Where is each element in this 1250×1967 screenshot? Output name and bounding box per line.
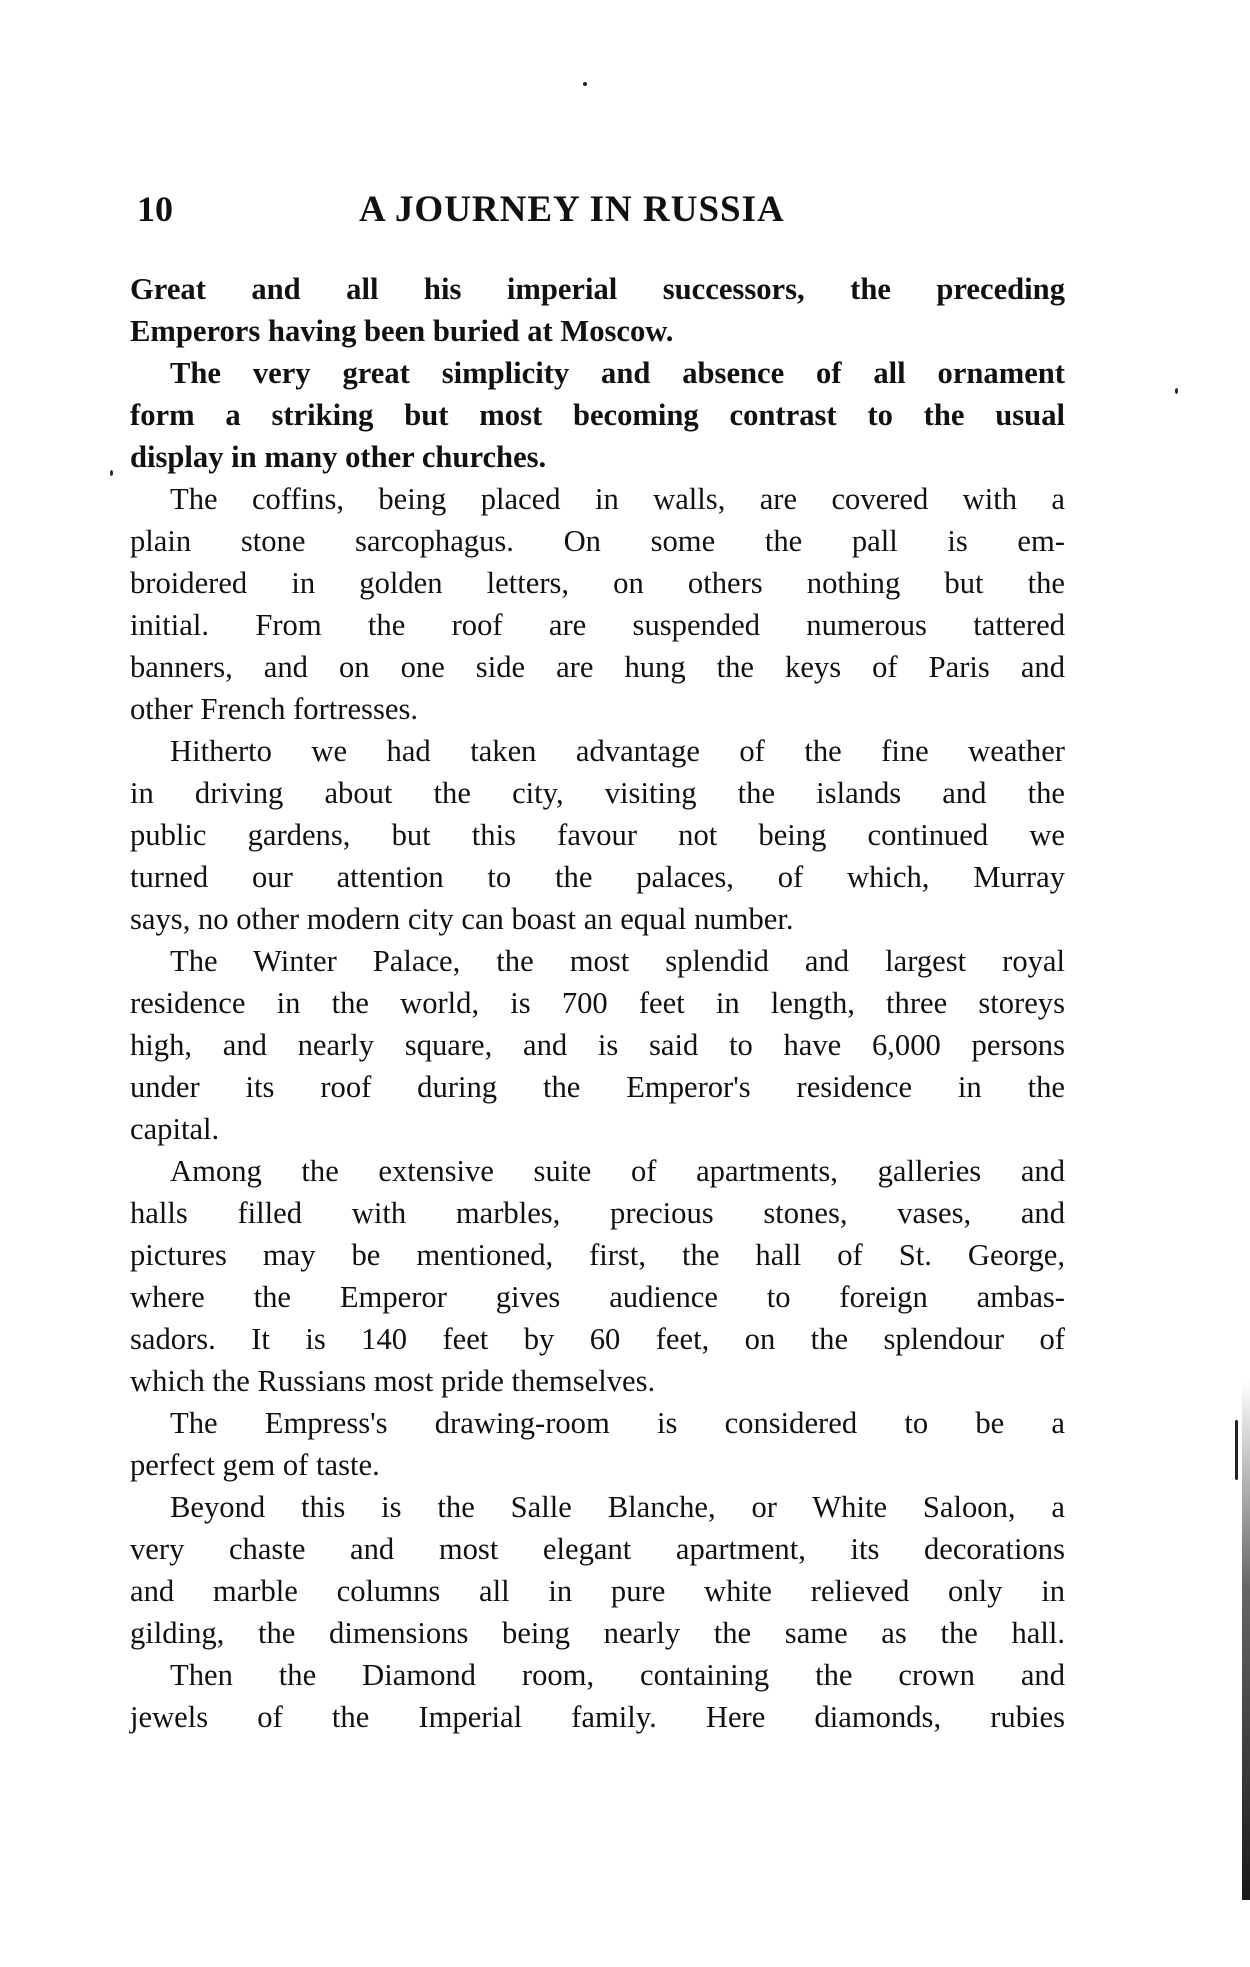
paragraph	[130, 1150, 1065, 1402]
text-line: public gardens, but this favour not being continued we	[130, 818, 1065, 852]
page-edge-shadow	[1242, 1380, 1250, 1900]
text-line: which the Russians most pride themselves.	[130, 1364, 656, 1398]
text-line: perfect gem of taste.	[130, 1448, 380, 1482]
page-header	[137, 188, 1067, 238]
text-line: pictures may be mentioned, first, the hall of St. George,	[130, 1238, 1065, 1272]
text-line: capital.	[130, 1112, 220, 1146]
text-line: gilding, the dimensions being nearly the same as the hall.	[130, 1616, 1065, 1650]
text-line: Emperors having been buried at Moscow.	[130, 314, 674, 348]
text-line: says, no other modern city can boast an equal number.	[130, 902, 794, 936]
text-line: banners, and on one side are hung the keys of Paris and	[130, 650, 1065, 684]
text-line: The very great simplicity and absence of all ornament	[170, 356, 1065, 390]
text-line: form a striking but most becoming contrast to the usual	[130, 398, 1065, 432]
paragraph	[130, 940, 1065, 1150]
paragraph	[130, 1486, 1065, 1654]
text-line: Hitherto we had taken advantage of the fine weather	[170, 734, 1065, 768]
text-line: The Empress's drawing-room is considered to be a	[170, 1406, 1065, 1440]
paragraph	[130, 268, 1065, 352]
text-line: halls filled with marbles, precious stones, vases, and	[130, 1196, 1065, 1230]
text-line: Among the extensive suite of apartments, galleries and	[170, 1154, 1065, 1188]
body-text	[130, 268, 1065, 1738]
scan-speck	[1175, 388, 1178, 394]
scan-speck	[1235, 1420, 1238, 1480]
paragraph	[130, 352, 1065, 478]
page-number: 10	[137, 189, 173, 229]
text-line: display in many other churches.	[130, 440, 547, 474]
text-line: jewels of the Imperial family. Here diamonds, rubies	[130, 1700, 1065, 1734]
text-line: where the Emperor gives audience to foreign ambas-	[130, 1280, 1065, 1314]
text-line: under its roof during the Emperor's residence in the	[130, 1070, 1065, 1104]
text-line: high, and nearly square, and is said to have 6,000 persons	[130, 1028, 1065, 1062]
text-line: Great and all his imperial successors, the preceding	[130, 272, 1065, 306]
text-line: turned our attention to the palaces, of which, Murray	[130, 860, 1065, 894]
text-line: sadors. It is 140 feet by 60 feet, on the splendour of	[130, 1322, 1065, 1356]
text-line: broidered in golden letters, on others nothing but the	[130, 566, 1065, 600]
paragraph	[130, 478, 1065, 730]
text-line: initial. From the roof are suspended numerous tattered	[130, 608, 1065, 642]
text-line: in driving about the city, visiting the islands and the	[130, 776, 1065, 810]
text-line: The Winter Palace, the most splendid and largest royal	[170, 944, 1065, 978]
text-line: Beyond this is the Salle Blanche, or White Saloon, a	[170, 1490, 1065, 1524]
text-line: and marble columns all in pure white relieved only in	[130, 1574, 1065, 1608]
paragraph	[130, 1402, 1065, 1486]
text-line: The coffins, being placed in walls, are covered with a	[170, 482, 1065, 516]
text-line: plain stone sarcophagus. On some the pall is em-	[130, 524, 1065, 558]
paragraph	[130, 1654, 1065, 1738]
paragraph	[130, 730, 1065, 940]
scan-speck	[583, 82, 587, 86]
text-line: very chaste and most elegant apartment, its decorations	[130, 1532, 1065, 1566]
text-line: residence in the world, is 700 feet in length, three storeys	[130, 986, 1065, 1020]
running-title: A JOURNEY IN RUSSIA	[359, 189, 785, 230]
scan-speck	[110, 470, 113, 476]
text-line: Then the Diamond room, containing the crown and	[170, 1658, 1065, 1692]
text-line: other French fortresses.	[130, 692, 418, 726]
